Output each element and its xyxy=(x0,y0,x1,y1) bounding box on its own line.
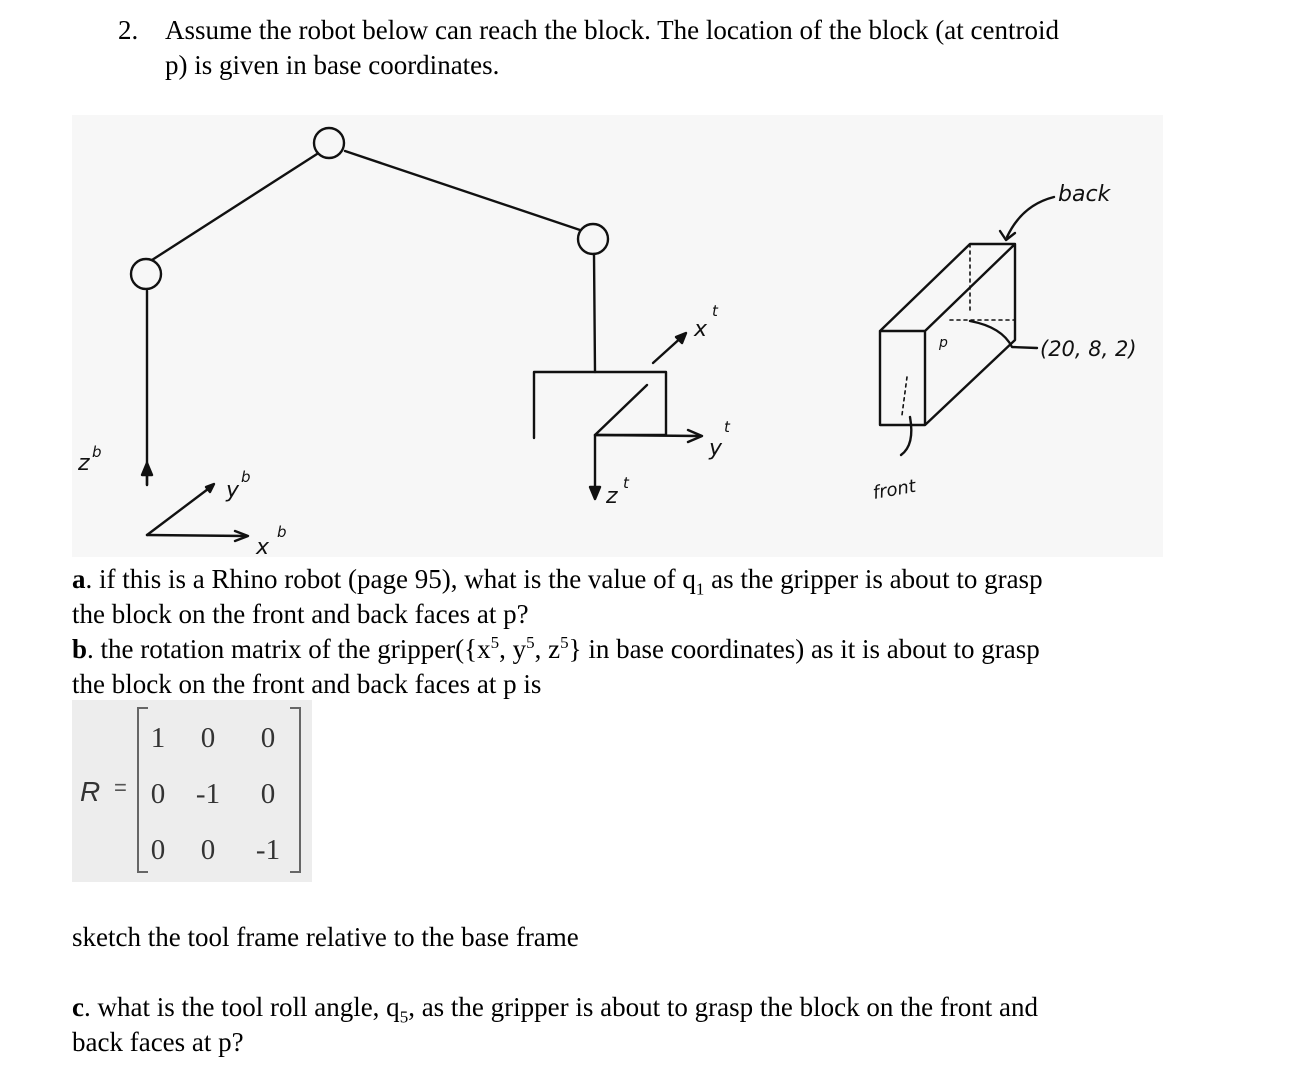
base-x-axis xyxy=(147,535,247,536)
matrix-cell-r0c0: 1 xyxy=(150,722,166,754)
tool-x-label: x xyxy=(694,317,708,342)
part-a-text-pre: . if this is a Rhino robot (page 95), what is the value of q xyxy=(85,564,696,594)
part-b-text-pre: . the rotation matrix of the gripper({x xyxy=(87,634,491,664)
part-b-text-post: } in base coordinates) as it is about to grasp xyxy=(568,634,1040,664)
part-b-line1 xyxy=(72,632,1040,667)
back-leader xyxy=(1007,197,1054,237)
base-x-sup: b xyxy=(277,523,287,541)
part-a-line2: the block on the front and back faces at p? xyxy=(72,599,529,629)
base-y-sup: b xyxy=(241,468,251,486)
robot-link-3 xyxy=(345,151,580,230)
question-intro-line1: Assume the robot below can reach the block. The location of the block (at centroid xyxy=(165,15,1059,45)
back-label: back xyxy=(1058,182,1111,207)
part-c-line1 xyxy=(72,990,1038,1025)
rotation-matrix xyxy=(72,700,312,882)
gripper xyxy=(534,372,666,438)
part-c-text-post: , as the gripper is about to grasp the block on the front and xyxy=(408,992,1039,1022)
matrix-equals: = xyxy=(114,775,127,800)
part-c-q-subscript: 5 xyxy=(399,1007,409,1027)
part-b-sup1: 5 xyxy=(490,633,500,652)
part-a-text-post: as the gripper is about to grasp xyxy=(704,564,1043,594)
matrix-cell-r2c0: 0 xyxy=(150,834,166,866)
coords-leader xyxy=(970,321,1037,348)
part-b-line2: the block on the front and back faces at p is xyxy=(72,669,542,699)
tool-z-label: z xyxy=(606,484,618,509)
tool-y-label: y xyxy=(709,436,723,461)
matrix-cell-r1c1: -1 xyxy=(195,778,221,810)
front-label: front xyxy=(871,475,918,504)
question-number: 2. xyxy=(118,15,139,45)
base-y-label: y xyxy=(226,478,240,503)
part-b-letter: b xyxy=(72,634,88,664)
matrix-cell-r1c0: 0 xyxy=(150,778,166,810)
block-coordinates: (20, 8, 2) xyxy=(1040,337,1137,361)
part-a-letter: a xyxy=(72,564,86,594)
base-z-label: z xyxy=(78,451,90,476)
tool-y-sup: t xyxy=(724,418,730,436)
centroid-label: p xyxy=(939,335,948,351)
question-intro-line2: p) is given in base coordinates. xyxy=(165,50,500,80)
part-b-mid2: , z xyxy=(534,634,561,664)
matrix-cell-r0c2: 0 xyxy=(260,722,276,754)
robot-link-4 xyxy=(594,254,595,372)
matrix-label: R xyxy=(80,776,101,807)
block-hidden-edges xyxy=(902,244,1015,415)
matrix-cell-r1c2: 0 xyxy=(260,778,276,810)
tool-z-sup: t xyxy=(623,474,629,492)
part-b-sup3: 5 xyxy=(560,633,569,652)
base-y-axis xyxy=(147,486,212,535)
front-leader xyxy=(901,417,911,455)
matrix-cell-r0c1: 0 xyxy=(200,722,216,754)
joint-elbow xyxy=(314,128,344,158)
base-x-label: x xyxy=(256,535,270,557)
part-a-q-subscript: 1 xyxy=(695,579,705,599)
part-b-sup2: 5 xyxy=(526,633,535,652)
part-b-mid1: , y xyxy=(499,634,527,664)
robot-link-2 xyxy=(152,154,317,260)
matrix-cell-r2c1: 0 xyxy=(200,834,216,866)
joint-wrist xyxy=(578,224,608,254)
tool-y-axis xyxy=(595,435,700,436)
tool-x-sup: t xyxy=(712,302,718,320)
part-c-text-pre: . what is the tool roll angle, q xyxy=(83,992,400,1022)
joint-shoulder xyxy=(131,259,161,289)
part-c-line2: back faces at p? xyxy=(72,1027,244,1057)
part-a-line1 xyxy=(72,562,1043,597)
robot-sketch xyxy=(72,115,1163,557)
matrix-cell-r2c2: -1 xyxy=(255,834,281,866)
base-z-sup: b xyxy=(92,443,102,461)
sketch-instruction: sketch the tool frame relative to the base frame xyxy=(72,922,579,952)
part-c-letter: c xyxy=(72,992,84,1022)
robot-figure xyxy=(72,115,1163,557)
